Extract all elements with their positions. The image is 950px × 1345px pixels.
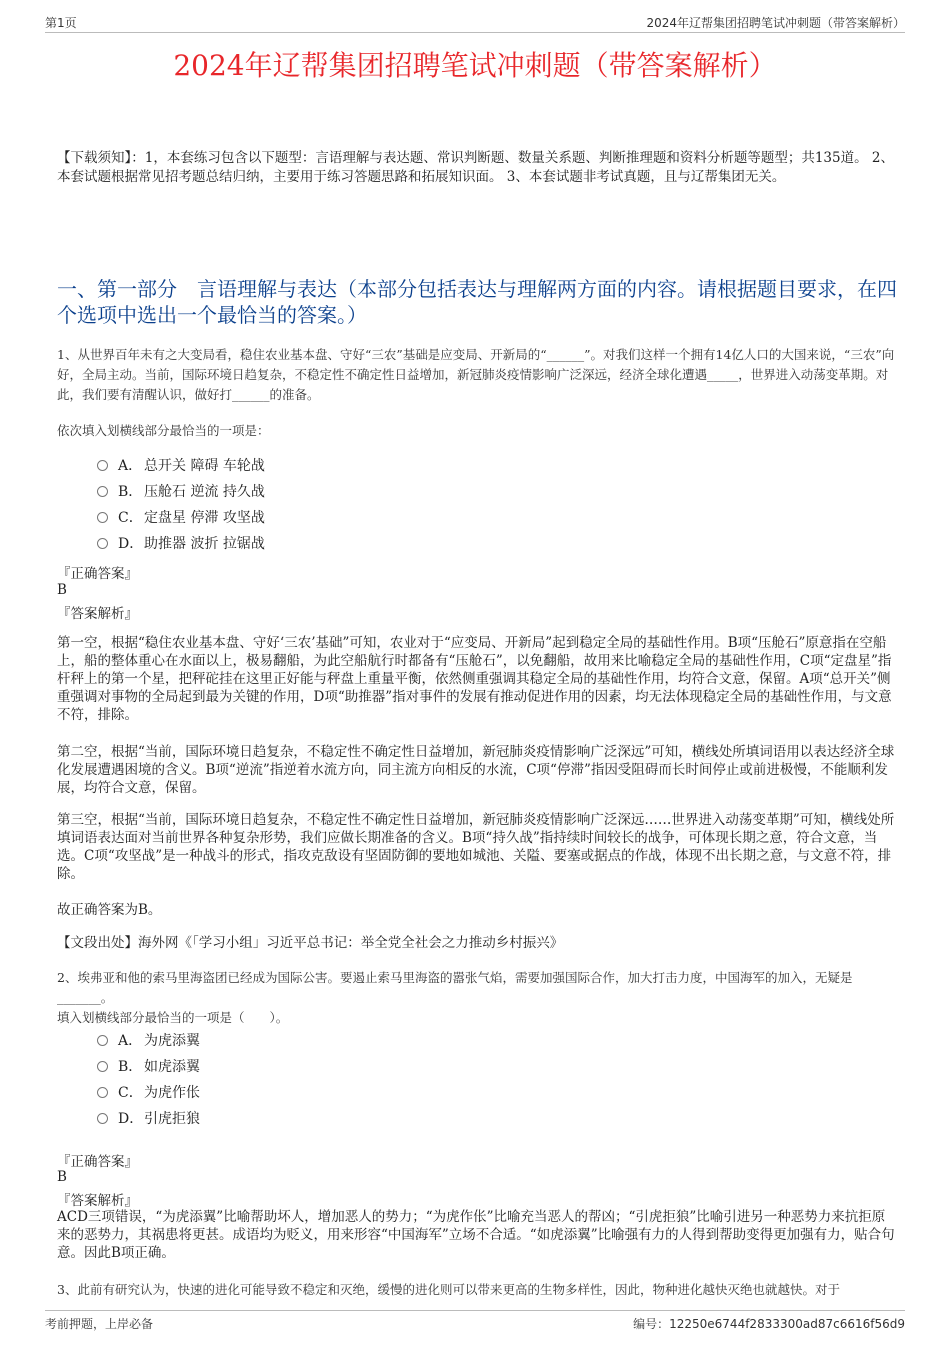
radio-icon[interactable] xyxy=(97,1113,108,1124)
question-1-prompt: 依次填入划横线部分最恰当的一项是： xyxy=(57,423,270,438)
q1-conclusion: 故正确答案为B。 xyxy=(57,902,162,918)
question-2-prompt: 填入划横线部分最恰当的一项是（ ）。 xyxy=(57,1010,289,1025)
q1-analysis-paragraph-2: 第二空，根据“当前，国际环境日趋复杂，不稳定性不确定性日益增加，新冠肺炎疫情影响广泛深远”可知，横线处所填词语用以表达经济全球化发展遭遇困境的含义。B项“逆流”指逆着水流方向，同主流方向相反的水流，C项“停滞”指因受阻碍而长时间停止或前进极慢，不能顺利发展，均符合文意，保留。 xyxy=(57,744,895,796)
radio-icon[interactable] xyxy=(97,512,108,523)
q2-option-b[interactable]: B． 如虎添翼 xyxy=(97,1056,200,1078)
radio-icon[interactable] xyxy=(97,486,108,497)
page-footer xyxy=(45,1310,905,1333)
page-number: 第1页 xyxy=(45,16,77,30)
q2-option-c[interactable]: C．为虎作伥 xyxy=(97,1082,200,1104)
header-doc-title: 2024年辽帮集团招聘笔试冲刺题（带答案解析） xyxy=(646,16,905,30)
q2-option-a[interactable]: A． 为虎添翼 xyxy=(97,1030,200,1052)
q2-answer: B xyxy=(57,1169,67,1185)
question-2-stem: 2、埃弗亚和他的索马里海盗团已经成为国际公害。要遏止索马里海盗的嚣张气焰，需要加强国际合作，加大打击力度，中国海军的加入，无疑是_______。 xyxy=(57,970,853,1005)
q1-option-c[interactable]: C．定盘星 停滞 攻坚战 xyxy=(97,507,265,529)
page-header xyxy=(45,12,905,33)
q2-analysis: ACD三项错误，“为虎添翼”比喻帮助坏人，增加恶人的势力；“为虎作伥”比喻充当恶人的帮凶；“引虎拒狼”比喻引进另一种恶势力来抗拒原来的恶势力，其祸患将更甚。成语均为贬义，用来形容“中国海军”立场不合适。“如虎添翼”比喻强有力的人得到帮助变得更加强有力，贴合句意。因此B项正确。 xyxy=(57,1209,895,1261)
question-3-stem: 3、此前有研究认为，快速的进化可能导致不稳定和灭绝，缓慢的进化则可以带来更高的生物多样性，因此，物种进化越快灭绝也就越快。对于 xyxy=(57,1282,840,1297)
page-title: 2024年辽帮集团招聘笔试冲刺题（带答案解析） xyxy=(173,49,777,82)
q2-option-d[interactable]: D．引虎拒狼 xyxy=(97,1108,200,1130)
q1-option-a[interactable]: A． 总开关 障碍 车轮战 xyxy=(97,455,265,477)
q1-analysis-label: 『答案解析』 xyxy=(57,606,138,622)
q1-analysis-paragraph-3: 第三空，根据“当前，国际环境日趋复杂，不稳定性不确定性日益增加，新冠肺炎疫情影响广泛深远……世界进入动荡变革期”可知，横线处所填词语表达面对当前世界各种复杂形势，我们应做长期准备的含义。B项“持久战”指持续时间较长的战争，可体现长期之意，符合文意，当选。C项“攻坚战”是一种战斗的形式，指攻克敌设有坚固防御的要地如城池、关隘、要塞或据点的作战，体现不出长期之意，与文意不符，排除。 xyxy=(57,812,895,882)
question-1-stem: 1、从世界百年未有之大变局看，稳住农业基本盘、守好“三农”基础是应变局、开新局的“______”。对我们这样一个拥有14亿人口的大国来说，“三农”向好，全局主动。当前，国际环境日趋复杂，不稳定性不确定性日益增加，新冠肺炎疫情影响广泛深远，经济全球化遭遇_____，世界进入动荡变革期。对此，我们要有清醒认识，做好打______的准备。 xyxy=(57,347,895,402)
q1-analysis-paragraph-1: 第一空，根据“稳住农业基本盘、守好‘三农’基础”可知，农业对于“应变局、开新局”起到稳定全局的基础性作用。B项“压舱石”原意指在空船上，船的整体重心在水面以上，极易翻船，为此空船航行时都备有“压舱石”，以免翻船，故用来比喻稳定全局的基础性作用，C项“定盘星”指杆秤上的第一个星，把秤砣挂在这里正好能与秤盘上重量平衡，依然侧重强调其稳定全局的基础性作用，均符合文意，保留。A项“总开关”侧重强调对事物的全局起到最为关键的作用，D项“助推器”指对事件的发展有推动促进作用的因素，均无法体现稳定全局的基础性作用，与文意不符，排除。 xyxy=(57,635,892,723)
q2-answer-label: 『正确答案』 xyxy=(57,1154,138,1170)
q1-answer-label: 『正确答案』 xyxy=(57,566,138,582)
q1-answer: B xyxy=(57,582,67,598)
section-heading: 一、第一部分 言语理解与表达（本部分包括表达与理解两方面的内容。请根据题目要求，在四个选项中选出一个最恰当的答案。） xyxy=(57,277,897,327)
q2-analysis-label: 『答案解析』 xyxy=(57,1193,138,1209)
radio-icon[interactable] xyxy=(97,1087,108,1098)
radio-icon[interactable] xyxy=(97,1061,108,1072)
radio-icon[interactable] xyxy=(97,538,108,549)
download-notice: 【下载须知】：1，本套练习包含以下题型：言语理解与表达题、常识判断题、数量关系题、判断推理题和资料分析题等题型；共135道。 2、本套试题根据常见招考题总结归纳，主要用于练习答题思路和拓展知识面。 3、本套试题非考试真题，且与辽帮集团无关。 xyxy=(57,150,894,185)
footer-code: 编号：12250e6744f2833300ad87c6616f56d9 xyxy=(633,1317,905,1331)
q1-option-d[interactable]: D．助推器 波折 拉锯战 xyxy=(97,533,265,555)
radio-icon[interactable] xyxy=(97,1035,108,1046)
radio-icon[interactable] xyxy=(97,460,108,471)
footer-slogan: 考前押题，上岸必备 xyxy=(45,1317,154,1331)
q1-option-b[interactable]: B． 压舱石 逆流 持久战 xyxy=(97,481,265,503)
q1-source: 【文段出处】海外网《「学习小组」习近平总书记：举全党全社会之力推动乡村振兴》 xyxy=(57,935,564,951)
